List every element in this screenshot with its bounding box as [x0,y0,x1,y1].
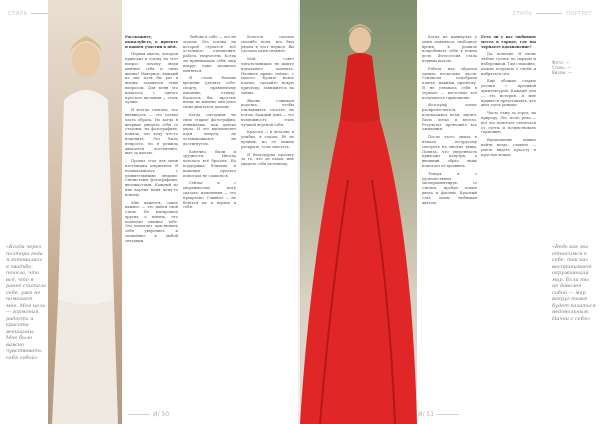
portrait-face [349,27,371,53]
left-column-1 [125,35,178,403]
left-footer-divider [128,414,150,415]
column-paragraph: Я всегда считала, что внешность — это только часть образа. Но когда я впервые увидела себя со стороны, на фотографиях, поняла, что хочу что-то изменить. Это было непросто, но я решила двигаться постепенно, шаг за шагом. [125,108,178,156]
photo-credits [552,60,596,75]
column-paragraph: Первая мысль, которая приходит в голову на этот вопрос: почему люди меняют себя и свою жизнь? Наверное, каждый из нас хотя бы раз в жизни задавался этим вопросом. Для меня это началось с одного простого желания — стать лучше. [125,52,178,105]
right-page-number: И/ 51 [418,411,435,418]
column-paragraph: Расскажите, пожалуйста, о проекте и вашем участии в нём. [125,35,178,49]
column-paragraph: Часто езжу за город, на природу. Лес, поле, река — всё это помогает отвлечься от суеты и почувствовать гармонию. [481,111,536,135]
right-footer [418,411,462,418]
column-paragraph: Я благодарна проекту за то, что он помог мне увидеть себя по-новому. [241,152,294,167]
right-footer-divider [437,414,459,415]
credit-line: Фото: — [552,60,570,65]
portrait-illustration [48,0,122,424]
column-paragraph: Любовь к себе — это не эгоизм. Это основа, на которой строится всё остальное: отношения, работа, творчество. Когда ты принимаешь себя, мир вокруг тоже начинает меняться. [183,35,236,73]
right-column-1 [422,35,477,403]
right-header-divider [536,13,562,14]
column-paragraph: Конечно, были и трудности. Иногда хотелось всё бросить. Но поддержка близких и команды проекта помогала не сдаваться. [183,149,236,178]
spine-shadow [298,0,302,424]
column-paragraph: Ещё обожаю старые улочки с красивой архитектурой. Каждый дом — это история, и мне нравится представлять, кто жил здесь раньше. [481,79,536,108]
dress-skirt [300,120,417,424]
credit-line: Стиль: — [552,65,572,70]
column-paragraph: Работа над образом заняла несколько часов. Стилисты подобрали платье, макияж, причёску. Я не узнавала себя в зеркале — настолько всё получилось гармонично. [422,66,477,100]
red-dress-illustration [300,0,417,424]
column-paragraph: Сейчас я с уверенностью могу сказать: изменения — это прекрасно. Главное — не бояться их и верить в себя. [183,181,236,210]
left-page-number: И/ 50 [153,411,170,418]
left-portrait-photo [48,0,122,424]
column-paragraph: Хочется сказать спасибо всем, кто был рядом в этот период. Вы сделали меня сильнее. [241,35,294,54]
portrait-skirt [52,300,118,424]
column-paragraph: Теперь я с удовольствием экспериментирую со стилем, пробую новые цвета и фасоны. Красный стал моим любимым цветом. [422,171,477,205]
portrait-dress [58,90,114,305]
left-pull-quote: «Когда через полтора года я готовилась к свадьбе, поняла, что всё, что я ранее считала себе, уже не помогает мне. Моя цель — гармония, радость и красота женщины. Мне было важно чувствовать себя собой» [6,244,46,361]
left-header-section: СТИЛЬ [8,11,28,17]
left-column-3 [241,35,294,403]
column-paragraph: Я стала больше времени уделять себе: спорту, правильному питанию, отдыху. Казалось бы, простые вещи, но именно они дают силы двигаться дальше. [183,76,236,110]
column-paragraph: Жизнь слишком коротка, чтобы откладывать счастье на потом. Каждый день — это возможность стать лучшей версией себя. [241,98,294,127]
column-paragraph: После этого опыта я начала по-другому смотреть на многие вещи. Поняла, что уверенность приходит изнутри, а внешний образ лишь помогает её проявить. [422,135,477,168]
left-footer [125,411,169,418]
column-paragraph: Когда на каникулах у меня появилось свободное время, я решила попробовать себя в новом деле. Фотосессия стала первым шагом. [422,35,477,63]
column-paragraph: Есть ли у вас любимые места в городе, где вы черпаете вдохновение? [481,35,536,49]
dress-bodice [340,53,380,123]
right-header [513,11,592,21]
column-paragraph: Фотограф помог раскрепоститься, подсказывал позы, шутил. Было легко и весело. Результат превзошёл все ожидания. [422,103,477,132]
portrait-face [72,43,100,77]
column-paragraph: Красота — в деталях, в улыбке, в глазах. Её не купишь, но её можно раскрыть, если захотеть. [241,130,294,149]
column-paragraph: Да, конечно. Я очень люблю гулять по паркам и набережной. Там спокойно, можно подумать о своём и набраться сил. [481,52,536,76]
left-column-2 [183,35,236,403]
column-paragraph: Мне кажется, самое важное — это найти свой стиль. Не копировать других, а понять, что подходит именно тебе. Это помогает чувствовать себя увереннее и спокойнее в любой ситуации. [125,200,178,243]
credit-line: Визаж: — [552,70,573,75]
right-page [300,0,600,424]
column-paragraph: Мой совет читательницам: не ждите идеального момента. Начните прямо сейчас, с малого. Купите новое платье, сделайте новую причёску, запишитесь на танцы. [241,57,294,95]
column-paragraph: Проект стал для меня настоящим открытием. Я познакомилась с удивительными людьми: стилистами, фотографами, визажистами. Каждый из них научил меня чему-то новому. [125,159,178,197]
column-paragraph: Когда смотришь на свои старые фотографии, понимаешь, как далеко ушла. И это вдохновляет идти вперёд, не останавливаясь на достигнутом. [183,112,236,146]
right-header-subsection: ПОРТРЕТ [566,11,592,17]
right-header-section: СТИЛЬ [512,11,533,17]
right-pull-quote: «Ведь как мы относимся к себе, так нас воспринимает окружающий мир. Если ты не доволен собой — мир вокруг тоже будет казаться недовольным. Начни с себя» [552,244,596,322]
column-paragraph: Вдохновение можно найти везде, главное — уметь видеть красоту в простых вещах. [481,138,536,157]
right-column-2 [481,35,536,403]
right-portrait-photo [300,0,417,424]
